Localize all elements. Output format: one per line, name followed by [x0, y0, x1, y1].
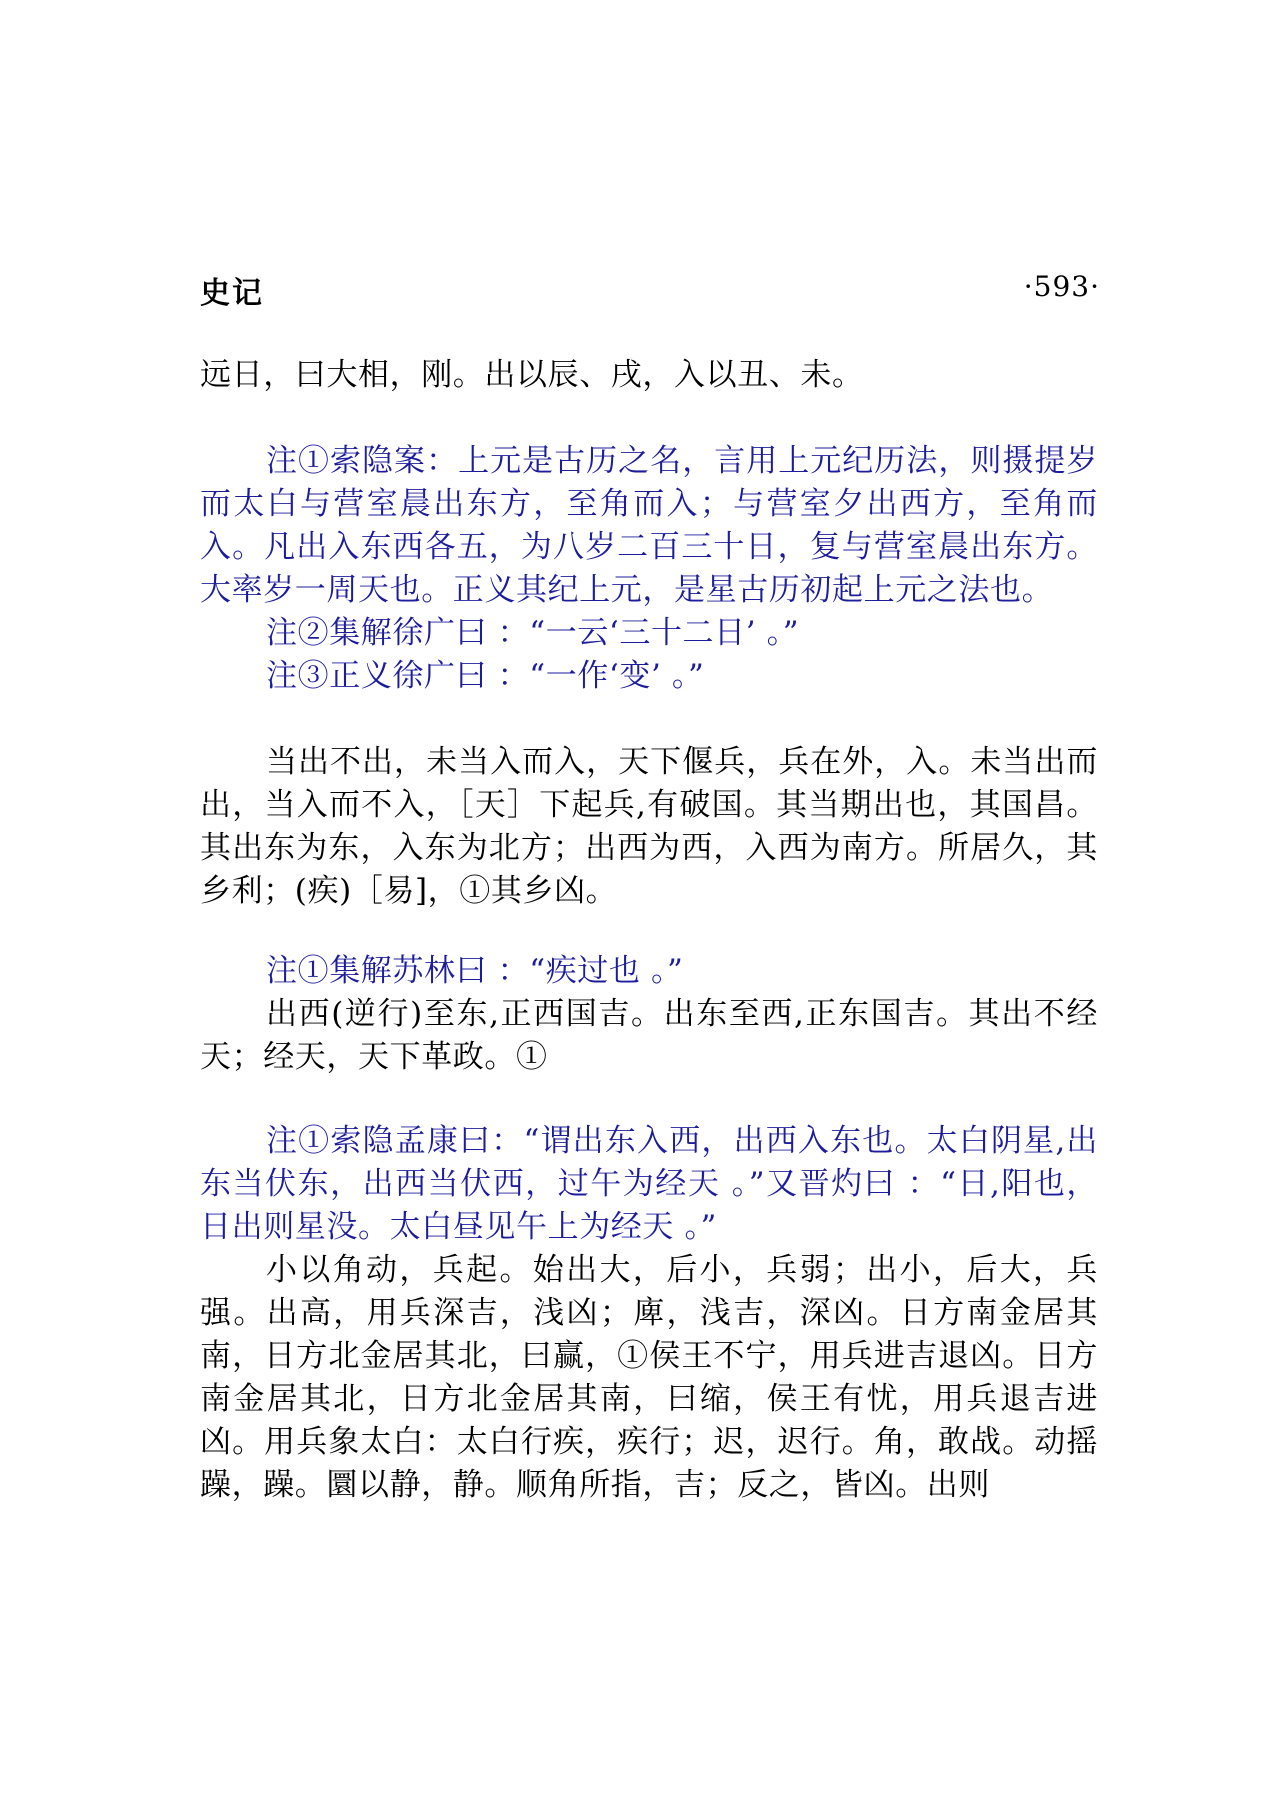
note-block-3 — [200, 1120, 1098, 1249]
text-block-1 — [200, 354, 1098, 397]
running-head — [200, 268, 1100, 312]
annotation-note: 注①索隐孟康曰：“谓出东入西，出西入东也。太白阴星,出东当伏东，出西当伏西，过午为经天 。”又晋灼曰 ：“日,阳也，日出则星没。太白昼见午上为经天 。” — [200, 1123, 1098, 1245]
book-title: 史记 — [200, 276, 264, 311]
annotation-note: 注①集解苏林曰 ：“疾过也 。” — [266, 953, 684, 989]
body-paragraph: 出西(逆行)至东,正西国吉。出东至西,正东国吉。其出不经天；经天，天下革政。① — [200, 996, 1098, 1075]
text-block-3 — [200, 993, 1098, 1079]
annotation-note: 注③正义徐广曰 ：“一作‘变’ 。” — [266, 658, 705, 694]
annotation-note: 注②集解徐广曰 ：“一云‘三十二日’ 。” — [266, 615, 800, 651]
body-paragraph: 当出不出，未当入而入，天下偃兵，兵在外，入。未当出而出，当入而不入，［天］下起兵,有破国。其当期出也，其国昌。其出东为东，入东为北方；出西为西，入西为南方。所居久，其乡利；(疾)［易]，①其乡凶。 — [200, 744, 1098, 909]
annotation-note: 注①索隐案：上元是古历之名，言用上元纪历法，则摄提岁而太白与营室晨出东方，至角而入；与营室夕出西方，至角而入。凡出入东西各五，为八岁二百三十日，复与营室晨出东方。大率岁一周天也。正义其纪上元，是星古历初起上元之法也。 — [200, 443, 1098, 608]
body-paragraph: 远日，曰大相，刚。出以辰、戌，入以丑、未。 — [200, 357, 864, 393]
page-number: ·593· — [1023, 270, 1100, 303]
text-block-2 — [200, 741, 1098, 913]
body-paragraph: 小以角动，兵起。始出大，后小，兵弱；出小，后大，兵强。出高，用兵深吉，浅凶；庳，浅吉，深凶。日方南金居其南，日方北金居其北，曰赢，①侯王不宁，用兵进吉退凶。日方南金居其北，日方北金居其南，曰缩，侯王有忧，用兵退吉进凶。用兵象太白：太白行疾，疾行；迟，迟行。角，敢战。动摇躁，躁。圜以静，静。顺角所指，吉；反之，皆凶。出则 — [200, 1252, 1098, 1503]
note-block-1 — [200, 440, 1098, 698]
text-block-4 — [200, 1249, 1098, 1507]
note-block-2 — [200, 950, 1098, 993]
